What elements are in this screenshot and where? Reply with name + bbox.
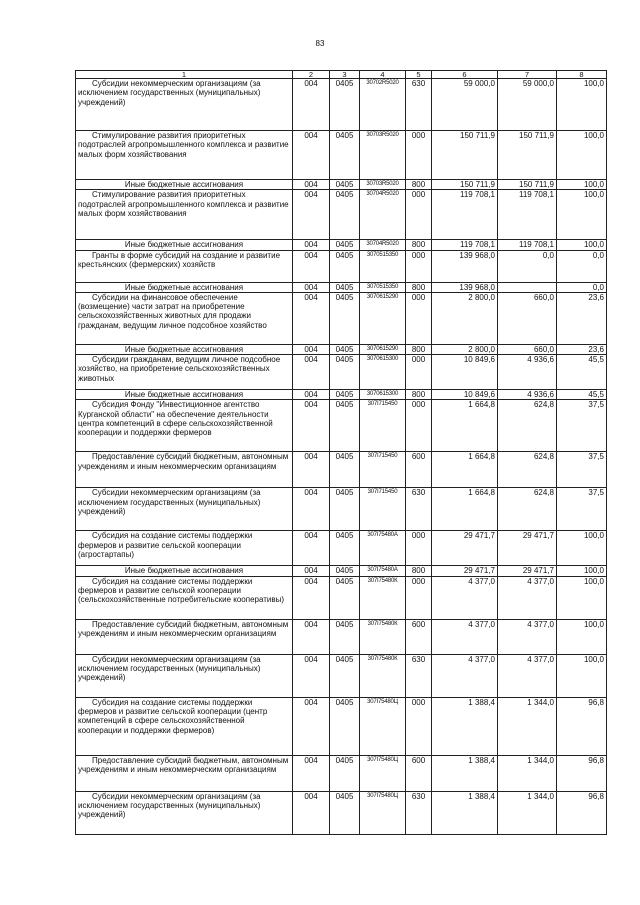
- row-name-cell: Субсидии некоммерческим организациям (за исключением государственных (муниципальных) учреждений): [76, 488, 293, 531]
- row-name-cell: Иные бюджетные ассигнования: [76, 180, 293, 190]
- percent-cell: 100,0: [557, 131, 607, 180]
- ministry-code-cell: 004: [293, 452, 330, 488]
- planned-amount-cell: 1 388,4: [432, 697, 498, 755]
- planned-amount-cell: 1 388,4: [432, 791, 498, 834]
- target-article-cell: 3070615300: [360, 390, 406, 400]
- table-row: [76, 452, 607, 488]
- section-code-cell: 0405: [330, 292, 360, 344]
- target-article-cell: 307I715450: [360, 400, 406, 452]
- column-number: 1: [76, 71, 293, 79]
- target-article-cell: 307I75480К: [360, 576, 406, 619]
- budget-table: [75, 70, 607, 835]
- planned-amount-cell: 2 800,0: [432, 344, 498, 354]
- target-article-cell: 30703R5020: [360, 180, 406, 190]
- row-name-cell: Иные бюджетные ассигнования: [76, 344, 293, 354]
- page-number: 83: [315, 39, 325, 48]
- executed-amount-cell: 29 471,7: [498, 566, 557, 576]
- target-article-cell: 3070615300: [360, 355, 406, 390]
- percent-cell: 100,0: [557, 654, 607, 697]
- ministry-code-cell: 004: [293, 619, 330, 654]
- planned-amount-cell: 10 849,6: [432, 390, 498, 400]
- executed-amount-cell: 1 344,0: [498, 755, 557, 791]
- target-article-cell: 3070615290: [360, 344, 406, 354]
- target-article-cell: 307I715450: [360, 488, 406, 531]
- planned-amount-cell: 1 388,4: [432, 755, 498, 791]
- section-code-cell: 0405: [330, 697, 360, 755]
- expense-type-cell: 800: [406, 282, 432, 292]
- table-row: [76, 190, 607, 240]
- expense-type-cell: 000: [406, 531, 432, 566]
- percent-cell: 96,8: [557, 697, 607, 755]
- row-name-cell: Иные бюджетные ассигнования: [76, 390, 293, 400]
- expense-type-cell: 800: [406, 566, 432, 576]
- expense-type-cell: 000: [406, 400, 432, 452]
- percent-cell: 100,0: [557, 79, 607, 131]
- section-code-cell: 0405: [330, 250, 360, 282]
- table-row: [76, 755, 607, 791]
- executed-amount-cell: 4 936,6: [498, 390, 557, 400]
- ministry-code-cell: 004: [293, 180, 330, 190]
- section-code-cell: 0405: [330, 755, 360, 791]
- target-article-cell: 3070515350: [360, 282, 406, 292]
- section-code-cell: 0405: [330, 654, 360, 697]
- planned-amount-cell: 119 708,1: [432, 240, 498, 250]
- executed-amount-cell: 1 344,0: [498, 791, 557, 834]
- percent-cell: 37,5: [557, 488, 607, 531]
- target-article-cell: 307I75480А: [360, 531, 406, 566]
- percent-cell: 45,5: [557, 355, 607, 390]
- percent-cell: 0,0: [557, 282, 607, 292]
- column-number-row: [76, 71, 607, 79]
- executed-amount-cell: 624,8: [498, 452, 557, 488]
- target-article-cell: 307I75480А: [360, 566, 406, 576]
- column-number: 2: [293, 71, 330, 79]
- row-name-cell: Предоставление субсидий бюджетным, автономным учреждениям и иным некоммерческим организациям: [76, 619, 293, 654]
- percent-cell: 37,5: [557, 400, 607, 452]
- expense-type-cell: 000: [406, 190, 432, 240]
- table-row: [76, 576, 607, 619]
- expense-type-cell: 000: [406, 355, 432, 390]
- section-code-cell: 0405: [330, 190, 360, 240]
- row-name-cell: Иные бюджетные ассигнования: [76, 566, 293, 576]
- row-name-cell: Субсидия на создание системы поддержки фермеров и развитие сельской кооперации (центр компетенций в сфере сельскохозяйственной кооперации и поддержки фермеров): [76, 697, 293, 755]
- expense-type-cell: 600: [406, 755, 432, 791]
- percent-cell: 37,5: [557, 452, 607, 488]
- percent-cell: 0,0: [557, 250, 607, 282]
- target-article-cell: 30704R5020: [360, 190, 406, 240]
- ministry-code-cell: 004: [293, 190, 330, 240]
- ministry-code-cell: 004: [293, 355, 330, 390]
- table-row: [76, 791, 607, 834]
- target-article-cell: 30703R5020: [360, 131, 406, 180]
- ministry-code-cell: 004: [293, 131, 330, 180]
- table-row: [76, 282, 607, 292]
- planned-amount-cell: 4 377,0: [432, 619, 498, 654]
- target-article-cell: 307I75480Ц: [360, 791, 406, 834]
- planned-amount-cell: 10 849,6: [432, 355, 498, 390]
- percent-cell: 96,8: [557, 755, 607, 791]
- planned-amount-cell: 150 711,9: [432, 180, 498, 190]
- percent-cell: 100,0: [557, 531, 607, 566]
- target-article-cell: 3070615290: [360, 292, 406, 344]
- percent-cell: 45,5: [557, 390, 607, 400]
- percent-cell: 100,0: [557, 566, 607, 576]
- expense-type-cell: 000: [406, 131, 432, 180]
- column-number: 5: [406, 71, 432, 79]
- executed-amount-cell: 119 708,1: [498, 240, 557, 250]
- executed-amount-cell: 660,0: [498, 292, 557, 344]
- table-row: [76, 488, 607, 531]
- expense-type-cell: 600: [406, 619, 432, 654]
- section-code-cell: 0405: [330, 488, 360, 531]
- planned-amount-cell: 139 968,0: [432, 282, 498, 292]
- row-name-cell: Субсидия Фонду "Инвестиционное агентство Курганской области" на обеспечение деятельности центра компетенций в сфере сельскохозяйственной кооперации и поддержки фермеров: [76, 400, 293, 452]
- expense-type-cell: 000: [406, 292, 432, 344]
- planned-amount-cell: 4 377,0: [432, 576, 498, 619]
- table-row: [76, 250, 607, 282]
- ministry-code-cell: 004: [293, 400, 330, 452]
- section-code-cell: 0405: [330, 131, 360, 180]
- percent-cell: 100,0: [557, 576, 607, 619]
- planned-amount-cell: 1 664,8: [432, 452, 498, 488]
- row-name-cell: Гранты в форме субсидий на создание и развитие крестьянских (фермерских) хозяйств: [76, 250, 293, 282]
- planned-amount-cell: 150 711,9: [432, 131, 498, 180]
- table-row: [76, 355, 607, 390]
- executed-amount-cell: 59 000,0: [498, 79, 557, 131]
- ministry-code-cell: 004: [293, 79, 330, 131]
- table-row: [76, 697, 607, 755]
- executed-amount-cell: 4 377,0: [498, 576, 557, 619]
- executed-amount-cell: 4 377,0: [498, 619, 557, 654]
- target-article-cell: 307I75480К: [360, 654, 406, 697]
- target-article-cell: 3070515350: [360, 250, 406, 282]
- ministry-code-cell: 004: [293, 755, 330, 791]
- ministry-code-cell: 004: [293, 566, 330, 576]
- planned-amount-cell: 29 471,7: [432, 531, 498, 566]
- target-article-cell: 30702R5020: [360, 79, 406, 131]
- section-code-cell: 0405: [330, 282, 360, 292]
- row-name-cell: Субсидии на финансовое обеспечение (возмещение) части затрат на приобретение сельскохозяйственных животных для продажи гражданам, ведущим личное подсобное хозяйство: [76, 292, 293, 344]
- executed-amount-cell: 29 471,7: [498, 531, 557, 566]
- table-row: [76, 531, 607, 566]
- target-article-cell: 307I75480К: [360, 619, 406, 654]
- planned-amount-cell: 1 664,8: [432, 400, 498, 452]
- section-code-cell: 0405: [330, 79, 360, 131]
- percent-cell: 100,0: [557, 190, 607, 240]
- expense-type-cell: 600: [406, 452, 432, 488]
- executed-amount-cell: 4 377,0: [498, 654, 557, 697]
- planned-amount-cell: 4 377,0: [432, 654, 498, 697]
- planned-amount-cell: 119 708,1: [432, 190, 498, 240]
- row-name-cell: Стимулирование развития приоритетных подотраслей агропромышленного комплекса и развитие малых форм хозяйствования: [76, 190, 293, 240]
- table-row: [76, 566, 607, 576]
- executed-amount-cell: 660,0: [498, 344, 557, 354]
- ministry-code-cell: 004: [293, 576, 330, 619]
- table-row: [76, 400, 607, 452]
- expense-type-cell: 800: [406, 344, 432, 354]
- percent-cell: 100,0: [557, 180, 607, 190]
- row-name-cell: Субсидии некоммерческим организациям (за исключением государственных (муниципальных) учреждений): [76, 654, 293, 697]
- row-name-cell: Субсидия на создание системы поддержки фермеров и развитие сельской кооперации (сельскохозяйственные потребительские кооперативы): [76, 576, 293, 619]
- expense-type-cell: 630: [406, 791, 432, 834]
- section-code-cell: 0405: [330, 619, 360, 654]
- expense-type-cell: 630: [406, 488, 432, 531]
- section-code-cell: 0405: [330, 531, 360, 566]
- row-name-cell: Предоставление субсидий бюджетным, автономным учреждениям и иным некоммерческим организациям: [76, 452, 293, 488]
- planned-amount-cell: 2 800,0: [432, 292, 498, 344]
- expense-type-cell: 800: [406, 390, 432, 400]
- executed-amount-cell: 4 936,6: [498, 355, 557, 390]
- table-row: [76, 292, 607, 344]
- row-name-cell: Субсидии гражданам, ведущим личное подсобное хозяйство, на приобретение сельскохозяйственных животных: [76, 355, 293, 390]
- ministry-code-cell: 004: [293, 282, 330, 292]
- target-article-cell: 307I715450: [360, 452, 406, 488]
- percent-cell: 100,0: [557, 240, 607, 250]
- section-code-cell: 0405: [330, 344, 360, 354]
- row-name-cell: Субсидии некоммерческим организациям (за исключением государственных (муниципальных) учреждений): [76, 79, 293, 131]
- section-code-cell: 0405: [330, 180, 360, 190]
- column-number: 4: [360, 71, 406, 79]
- section-code-cell: 0405: [330, 355, 360, 390]
- section-code-cell: 0405: [330, 390, 360, 400]
- percent-cell: 96,8: [557, 791, 607, 834]
- executed-amount-cell: 1 344,0: [498, 697, 557, 755]
- ministry-code-cell: 004: [293, 697, 330, 755]
- table-row: [76, 390, 607, 400]
- executed-amount-cell: 150 711,9: [498, 131, 557, 180]
- target-article-cell: 30704R5020: [360, 240, 406, 250]
- table-row: [76, 180, 607, 190]
- section-code-cell: 0405: [330, 400, 360, 452]
- table-row: [76, 79, 607, 131]
- table-row: [76, 344, 607, 354]
- table-row: [76, 131, 607, 180]
- ministry-code-cell: 004: [293, 488, 330, 531]
- target-article-cell: 307I75480Ц: [360, 755, 406, 791]
- ministry-code-cell: 004: [293, 344, 330, 354]
- expense-type-cell: 800: [406, 180, 432, 190]
- expense-type-cell: 000: [406, 697, 432, 755]
- ministry-code-cell: 004: [293, 250, 330, 282]
- percent-cell: 23,6: [557, 344, 607, 354]
- planned-amount-cell: 139 968,0: [432, 250, 498, 282]
- ministry-code-cell: 004: [293, 654, 330, 697]
- planned-amount-cell: 1 664,8: [432, 488, 498, 531]
- executed-amount-cell: 624,8: [498, 488, 557, 531]
- executed-amount-cell: 150 711,9: [498, 180, 557, 190]
- percent-cell: 100,0: [557, 619, 607, 654]
- expense-type-cell: 630: [406, 654, 432, 697]
- percent-cell: 23,6: [557, 292, 607, 344]
- expense-type-cell: 800: [406, 240, 432, 250]
- ministry-code-cell: 004: [293, 292, 330, 344]
- row-name-cell: Субсидии некоммерческим организациям (за исключением государственных (муниципальных) учреждений): [76, 791, 293, 834]
- ministry-code-cell: 004: [293, 240, 330, 250]
- table-row: [76, 619, 607, 654]
- target-article-cell: 307I75480Ц: [360, 697, 406, 755]
- ministry-code-cell: 004: [293, 791, 330, 834]
- row-name-cell: Предоставление субсидий бюджетным, автономным учреждениям и иным некоммерческим организациям: [76, 755, 293, 791]
- column-number: 3: [330, 71, 360, 79]
- expense-type-cell: 630: [406, 79, 432, 131]
- section-code-cell: 0405: [330, 791, 360, 834]
- section-code-cell: 0405: [330, 452, 360, 488]
- row-name-cell: Иные бюджетные ассигнования: [76, 282, 293, 292]
- ministry-code-cell: 004: [293, 531, 330, 566]
- table-row: [76, 240, 607, 250]
- column-number: 8: [557, 71, 607, 79]
- section-code-cell: 0405: [330, 576, 360, 619]
- ministry-code-cell: 004: [293, 390, 330, 400]
- executed-amount-cell: [498, 282, 557, 292]
- table-row: [76, 654, 607, 697]
- planned-amount-cell: 29 471,7: [432, 566, 498, 576]
- column-number: 7: [498, 71, 557, 79]
- column-number: 6: [432, 71, 498, 79]
- section-code-cell: 0405: [330, 240, 360, 250]
- row-name-cell: Стимулирование развития приоритетных подотраслей агропромышленного комплекса и развитие малых форм хозяйствования: [76, 131, 293, 180]
- row-name-cell: Субсидия на создание системы поддержки фермеров и развитие сельской кооперации (агростартапы): [76, 531, 293, 566]
- executed-amount-cell: 624,8: [498, 400, 557, 452]
- expense-type-cell: 000: [406, 250, 432, 282]
- executed-amount-cell: 119 708,1: [498, 190, 557, 240]
- executed-amount-cell: 0,0: [498, 250, 557, 282]
- expense-type-cell: 000: [406, 576, 432, 619]
- section-code-cell: 0405: [330, 566, 360, 576]
- row-name-cell: Иные бюджетные ассигнования: [76, 240, 293, 250]
- planned-amount-cell: 59 000,0: [432, 79, 498, 131]
